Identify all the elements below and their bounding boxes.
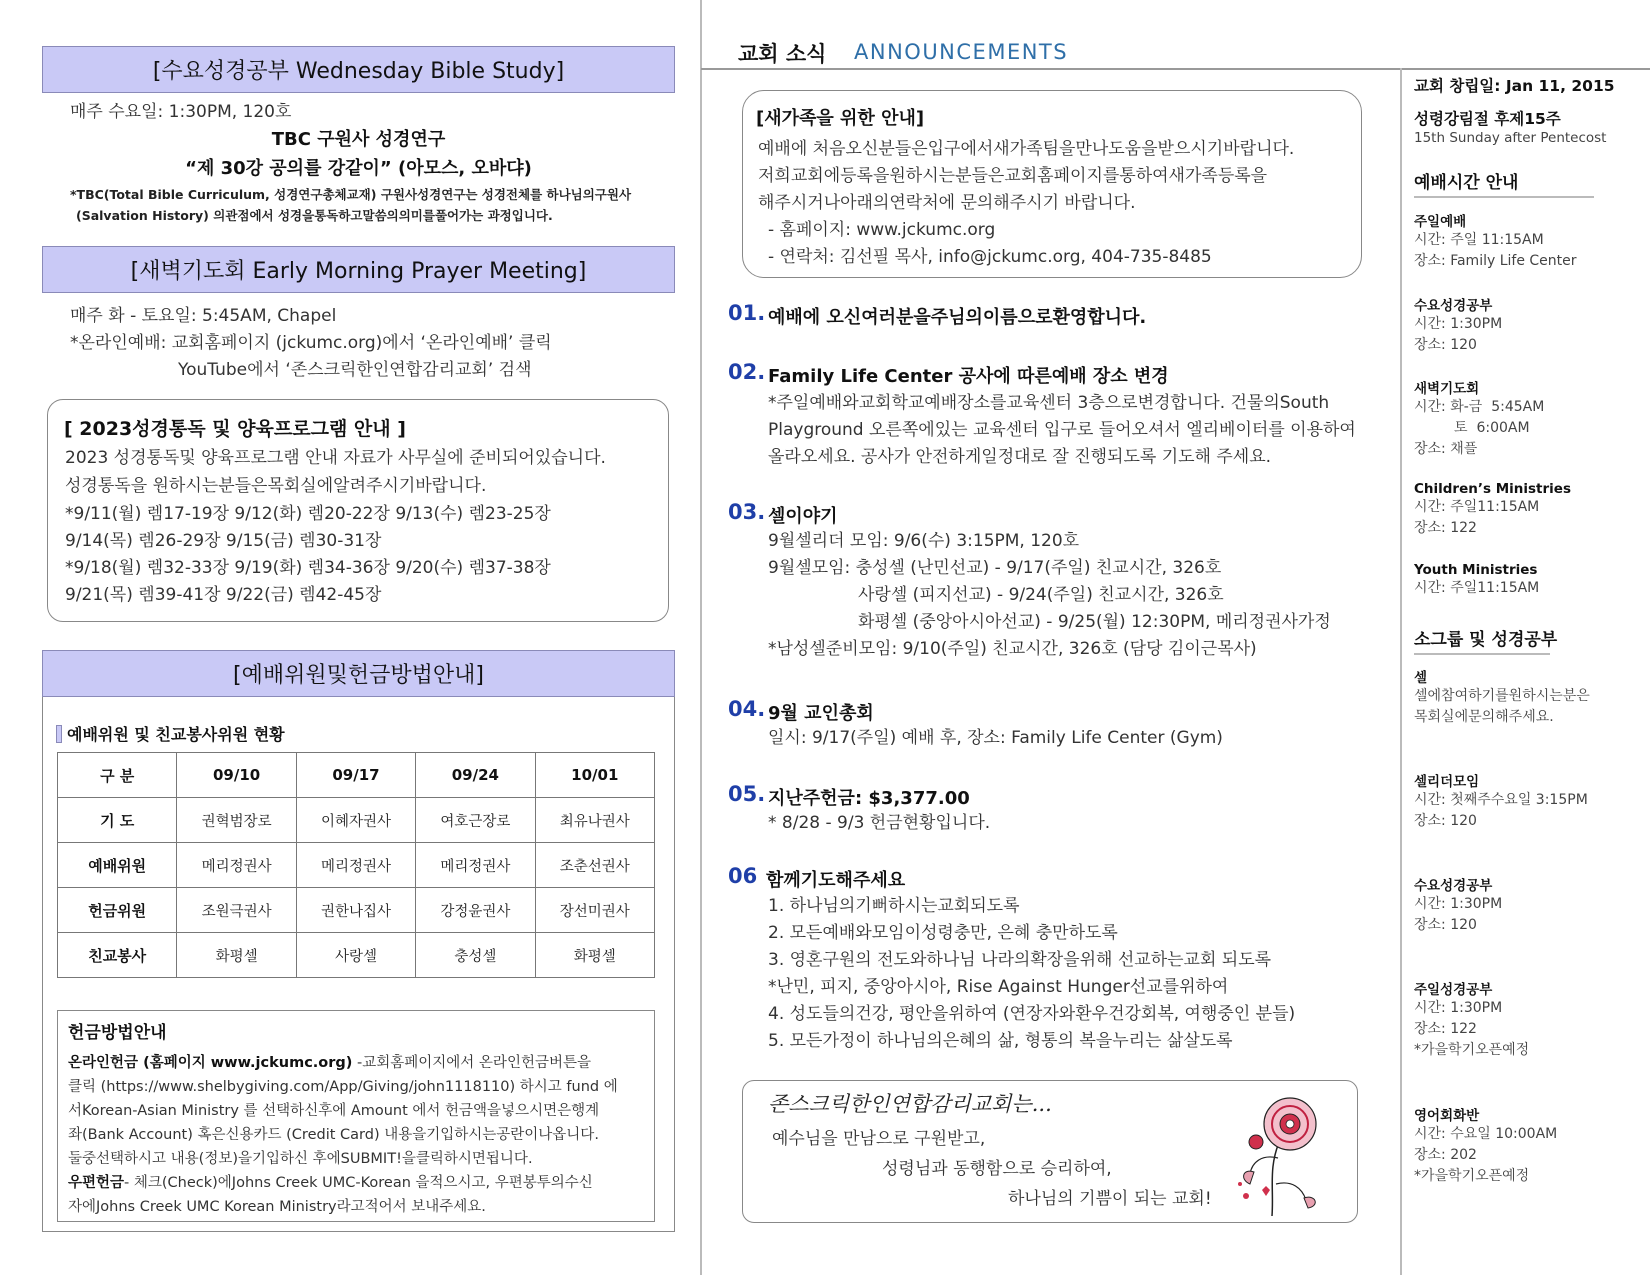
group-item-line: 장소: 120 (1414, 813, 1477, 829)
announcement-number: 04. (728, 697, 766, 721)
announcement-line: *남성셀준비모임: 9/10(주일) 친교시간, 326호 (담당 김이근목사) (768, 639, 1257, 659)
announcements-rule (701, 68, 1650, 70)
reading-plan-line: 9/14(목) 렘26-29장 9/15(금) 렘30-31장 (65, 531, 382, 551)
section-rule (1414, 196, 1594, 198)
announcements-title-ko: 교회 소식 (738, 42, 827, 66)
offering-online-label: 온라인헌금 (홈페이지 www.jckumc.org) (68, 1055, 353, 1071)
worship-item-line: 장소: 122 (1414, 520, 1477, 536)
founded-date: 교회 창립일: Jan 11, 2015 (1414, 77, 1615, 95)
table-cell: 메리정권사 (416, 843, 535, 888)
bible-study-lesson: “제 30강 공의를 강같이” (아모스, 오바댜) (185, 158, 532, 179)
offering-online-line (68, 1051, 648, 1075)
announcement-line: Playground 오른쪽에있는 교육센터 입구로 들어오셔서 엘리베이터를 이용하여 (768, 420, 1356, 440)
announcement-line: 2. 모든예배와모임이성령충만, 은혜 충만하도록 (768, 923, 1118, 943)
table-cell: 메리정권사 (177, 843, 296, 888)
table-cell: 권혁범장로 (177, 798, 296, 843)
group-item (1414, 874, 1502, 936)
bible-study-note: (Salvation History) 의관점에서 성경을통독하고말씀의의미를풀어가는 과정입니다. (76, 208, 553, 223)
announcement-line: *난민, 피지, 중앙아시아, Rise Against Hunger선교를위하여 (768, 977, 1229, 997)
table-cell: 화평셀 (535, 933, 654, 978)
announcement-title: 지난주헌금: $3,377.00 (768, 788, 970, 809)
announcement-line: 1. 하나님의기뻐하시는교회되도록 (768, 896, 1020, 916)
worship-item-line: 시간: 1:30PM (1414, 316, 1503, 332)
worship-item-name: 새벽기도회 (1414, 381, 1480, 397)
worship-staff-header: [예배위원및헌금방법안내] (42, 650, 675, 697)
offering-line: 클릭 (https://www.shelbygiving.com/App/Giving/john1118110) 하시고 fund 에 (68, 1079, 618, 1095)
offering-line: 서Korean-Asian Ministry 를 선택하신후에 Amount 에서 헌금액을넣으시면은행계 (68, 1103, 600, 1119)
worship-item (1414, 562, 1539, 599)
announcements-title-en: ANNOUNCEMENTS (854, 40, 1069, 64)
group-item (1414, 978, 1529, 1061)
page-fold-divider (700, 0, 702, 1275)
table-cell: 조춘선권사 (535, 843, 654, 888)
worship-item-line: 장소: 채플 (1414, 441, 1478, 457)
offering-mail-label: 우편헌금 (68, 1175, 125, 1191)
group-item-name: 주일성경공부 (1414, 982, 1493, 998)
newcomer-line: 해주시거나아래의연락처에 문의해주시기 바랍니다. (758, 193, 1136, 213)
announcement-line: 사랑셀 (피지선교) - 9/24(주일) 친교시간, 326호 (858, 585, 1224, 605)
announcement-title: 9월 교인총회 (768, 703, 874, 724)
group-item-line: 시간: 수요일 10:00AM (1414, 1126, 1558, 1142)
table-cell: 이혜자권사 (296, 798, 415, 843)
table-header-cell: 09/24 (416, 753, 535, 798)
worship-item-line: 토 6:00AM (1414, 420, 1530, 436)
worship-item-line: 시간: 화-금 5:45AM (1414, 399, 1545, 415)
worship-item-name: 주일예배 (1414, 214, 1467, 230)
group-item-line: 시간: 1:30PM (1414, 896, 1503, 912)
announcement-line: 9월셀리더 모임: 9/6(수) 3:15PM, 120호 (768, 531, 1080, 551)
announcement-title: 예배에 오신여러분을주님의이름으로환영합니다. (768, 307, 1147, 328)
table-cell: 사랑셀 (296, 933, 415, 978)
small-group-title: 소그룹 및 성경공부 (1414, 630, 1558, 650)
reading-plan-line: 2023 성경통독및 양육프로그램 안내 자료가 사무실에 준비되어있습니다. (65, 448, 606, 468)
offering-mail-text: - 체크(Check)에Johns Creek UMC-Korean 을적으시고, 우편봉투의수신 (124, 1175, 593, 1191)
announcement-number: 05. (728, 782, 766, 806)
season-ko: 성령강림절 후제15주 (1414, 110, 1561, 128)
section-rule (1414, 653, 1550, 655)
announcement-line: *주일예배와교회학교예배장소를교육센터 3층으로변경합니다. 건물의South (768, 393, 1330, 413)
announcement-title: 셀이야기 (768, 506, 838, 527)
prayer-schedule: 매주 화 - 토요일: 5:45AM, Chapel (70, 306, 337, 326)
offering-mail-line (68, 1171, 648, 1195)
announcement-line: 일시: 9/17(주일) 예배 후, 장소: Family Life Center (Gym) (768, 728, 1223, 748)
row-label: 친교봉사 (58, 933, 177, 978)
group-item (1414, 666, 1590, 728)
table-cell: 조원극권사 (177, 888, 296, 933)
offering-line: 자에Johns Creek UMC Korean Ministry라고적어서 보내주세요. (68, 1199, 486, 1215)
sidebar-divider (1400, 68, 1402, 1275)
group-item (1414, 770, 1588, 832)
row-label: 헌금위원 (58, 888, 177, 933)
announcement-number: 02. (728, 360, 766, 384)
group-item-name: 셀리더모임 (1414, 774, 1480, 790)
table-cell: 화평셀 (177, 933, 296, 978)
bible-study-course: TBC 구원사 성경연구 (271, 129, 446, 150)
worship-item-line: 장소: 120 (1414, 337, 1477, 353)
bible-study-schedule: 매주 수요일: 1:30PM, 120호 (70, 102, 292, 122)
table-cell: 메리정권사 (296, 843, 415, 888)
group-item-name: 수요성경공부 (1414, 878, 1493, 894)
reading-plan-line: 9/21(목) 렘39-41장 9/22(금) 렘42-45장 (65, 585, 382, 605)
worship-item (1414, 481, 1571, 539)
worship-item-name: Children’s Ministries (1414, 481, 1571, 497)
group-item-line: *가을학기오픈예정 (1414, 1168, 1530, 1184)
group-item-line: 목회실에문의해주세요. (1414, 709, 1554, 725)
table-row (58, 888, 655, 933)
worship-item (1414, 377, 1544, 460)
group-item-line: 장소: 122 (1414, 1021, 1477, 1037)
worship-item (1414, 294, 1502, 356)
announcement-line: 5. 모든가정이 하나님의은혜의 삶, 형통의 복을누리는 삶살도록 (768, 1031, 1233, 1051)
staff-table (57, 752, 655, 978)
announcement-number: 06 (728, 864, 758, 888)
bible-study-header: [수요성경공부 Wednesday Bible Study] (42, 46, 675, 93)
table-header-row (58, 753, 655, 798)
subtitle-marker (56, 725, 62, 743)
table-cell: 최유나권사 (535, 798, 654, 843)
group-item-line: 시간: 1:30PM (1414, 1000, 1503, 1016)
announcement-number: 03. (728, 500, 766, 524)
reading-plan-line: 성경통독을 원하시는분들은목회실에알려주시기바랍니다. (65, 476, 487, 496)
worship-item-name: 수요성경공부 (1414, 298, 1493, 314)
group-item-line: *가을학기오픈예정 (1414, 1042, 1530, 1058)
offering-line: 둘중선택하시고 내용(정보)을기입하신 후에SUBMIT!을클릭하시면됩니다. (68, 1151, 533, 1167)
motto-line: 성령님과 동행함으로 승리하여, (882, 1159, 1112, 1179)
announcement-line: 올라오세요. 공사가 안전하게일정대로 잘 진행되도록 기도해 주세요. (768, 447, 1272, 467)
staff-subtitle (56, 722, 285, 745)
motto-line: 하나님의 기쁨이 되는 교회! (1008, 1189, 1212, 1209)
announcement-line: 화평셀 (중앙아시아선교) - 9/25(월) 12:30PM, 메리정권사가정 (858, 612, 1331, 632)
announcement-number: 01. (728, 301, 766, 325)
worship-item-line: 시간: 주일 11:15AM (1414, 232, 1544, 248)
newcomer-line: 예배에 처음오신분들은입구에서새가족팀을만나도움을받으시기바랍니다. (758, 139, 1295, 159)
table-header-cell: 구 분 (58, 753, 177, 798)
season-en: 15th Sunday after Pentecost (1414, 130, 1607, 146)
announcement-line: 9월셀모임: 충성셀 (난민선교) - 9/17(주일) 친교시간, 326호 (768, 558, 1222, 578)
worship-times-title: 예배시간 안내 (1414, 173, 1519, 193)
table-row (58, 798, 655, 843)
row-label: 예배위원 (58, 843, 177, 888)
table-header-cell: 09/10 (177, 753, 296, 798)
group-item-line: 장소: 120 (1414, 917, 1477, 933)
rose-illustration-icon (1232, 1088, 1324, 1216)
staff-subtitle-text: 예배위원 및 친교봉사위원 현황 (67, 725, 285, 744)
announcement-line: * 8/28 - 9/3 헌금현황입니다. (768, 813, 991, 833)
table-cell: 장선미권사 (535, 888, 654, 933)
newcomer-line: 저희교회에등록을원하시는분들은교회홈페이지를통하여새가족등록을 (758, 166, 1268, 186)
reading-plan-title: [ 2023성경통독 및 양육프로그램 안내 ] (64, 418, 406, 440)
table-header-cell: 10/01 (535, 753, 654, 798)
prayer-online: *온라인예배: 교회홈페이지 (jckumc.org)에서 ‘온라인예배’ 클릭 (70, 333, 552, 353)
newcomer-contact: - 연락처: 김선필 목사, info@jckumc.org, 404-735-8485 (768, 247, 1212, 267)
table-cell: 여호근장로 (416, 798, 535, 843)
table-cell: 권한나집사 (296, 888, 415, 933)
announcement-title: Family Life Center 공사에 따른예배 장소 변경 (768, 366, 1169, 387)
group-item-name: 영어회화반 (1414, 1108, 1480, 1124)
table-cell: 충성셀 (416, 933, 535, 978)
prayer-youtube: YouTube에서 ‘존스크릭한인연합감리교회’ 검색 (178, 360, 532, 380)
group-item-line: 셀에참여하기를원하시는분은 (1414, 688, 1590, 704)
table-header-cell: 09/17 (296, 753, 415, 798)
announcement-line: 3. 영혼구원의 전도와하나님 나라의확장을위해 선교하는교회 되도록 (768, 950, 1272, 970)
offering-line: 좌(Bank Account) 혹은신용카드 (Credit Card) 내용을기입하시는공란이나옵니다. (68, 1127, 599, 1143)
table-cell: 강정윤권사 (416, 888, 535, 933)
table-row (58, 933, 655, 978)
motto-line: 예수님을 만남으로 구원받고, (772, 1129, 986, 1149)
newcomer-homepage: - 홈페이지: www.jckumc.org (768, 220, 996, 240)
table-row (58, 843, 655, 888)
offering-online-text: -교회홈페이지에서 온라인헌금버튼을 (352, 1055, 591, 1071)
group-item (1414, 1104, 1557, 1187)
group-item-name: 셀 (1414, 670, 1428, 686)
reading-plan-line: *9/11(월) 렘17-19장 9/12(화) 렘20-22장 9/13(수) 렘23-25장 (65, 504, 551, 524)
row-label: 기 도 (58, 798, 177, 843)
worship-item-line: 장소: Family Life Center (1414, 253, 1577, 269)
reading-plan-line: *9/18(월) 렘32-33장 9/19(화) 렘34-36장 9/20(수) 렘37-38장 (65, 558, 551, 578)
bible-study-note: *TBC(Total Bible Curriculum, 성경연구총체교재) 구원사성경연구는 성경전체를 하나님의구원사 (70, 187, 632, 202)
worship-item-name: Youth Ministries (1414, 562, 1538, 578)
newcomer-title: [새가족을 위한 안내] (756, 108, 925, 129)
motto-script: 존스크릭한인연합감리교회는... (768, 1092, 1052, 1116)
worship-item-line: 시간: 주일11:15AM (1414, 499, 1540, 515)
worship-item (1414, 210, 1577, 272)
announcement-title: 함께기도해주세요 (766, 870, 906, 891)
announcement-line: 4. 성도들의건강, 평안을위하여 (연장자와환우건강회복, 여행중인 분들) (768, 1004, 1296, 1024)
worship-item-line: 시간: 주일11:15AM (1414, 580, 1540, 596)
offering-title: 헌금방법안내 (68, 1023, 167, 1043)
group-item-line: 시간: 첫째주수요일 3:15PM (1414, 792, 1588, 808)
group-item-line: 장소: 202 (1414, 1147, 1477, 1163)
prayer-header: [새벽기도회 Early Morning Prayer Meeting] (42, 246, 675, 293)
